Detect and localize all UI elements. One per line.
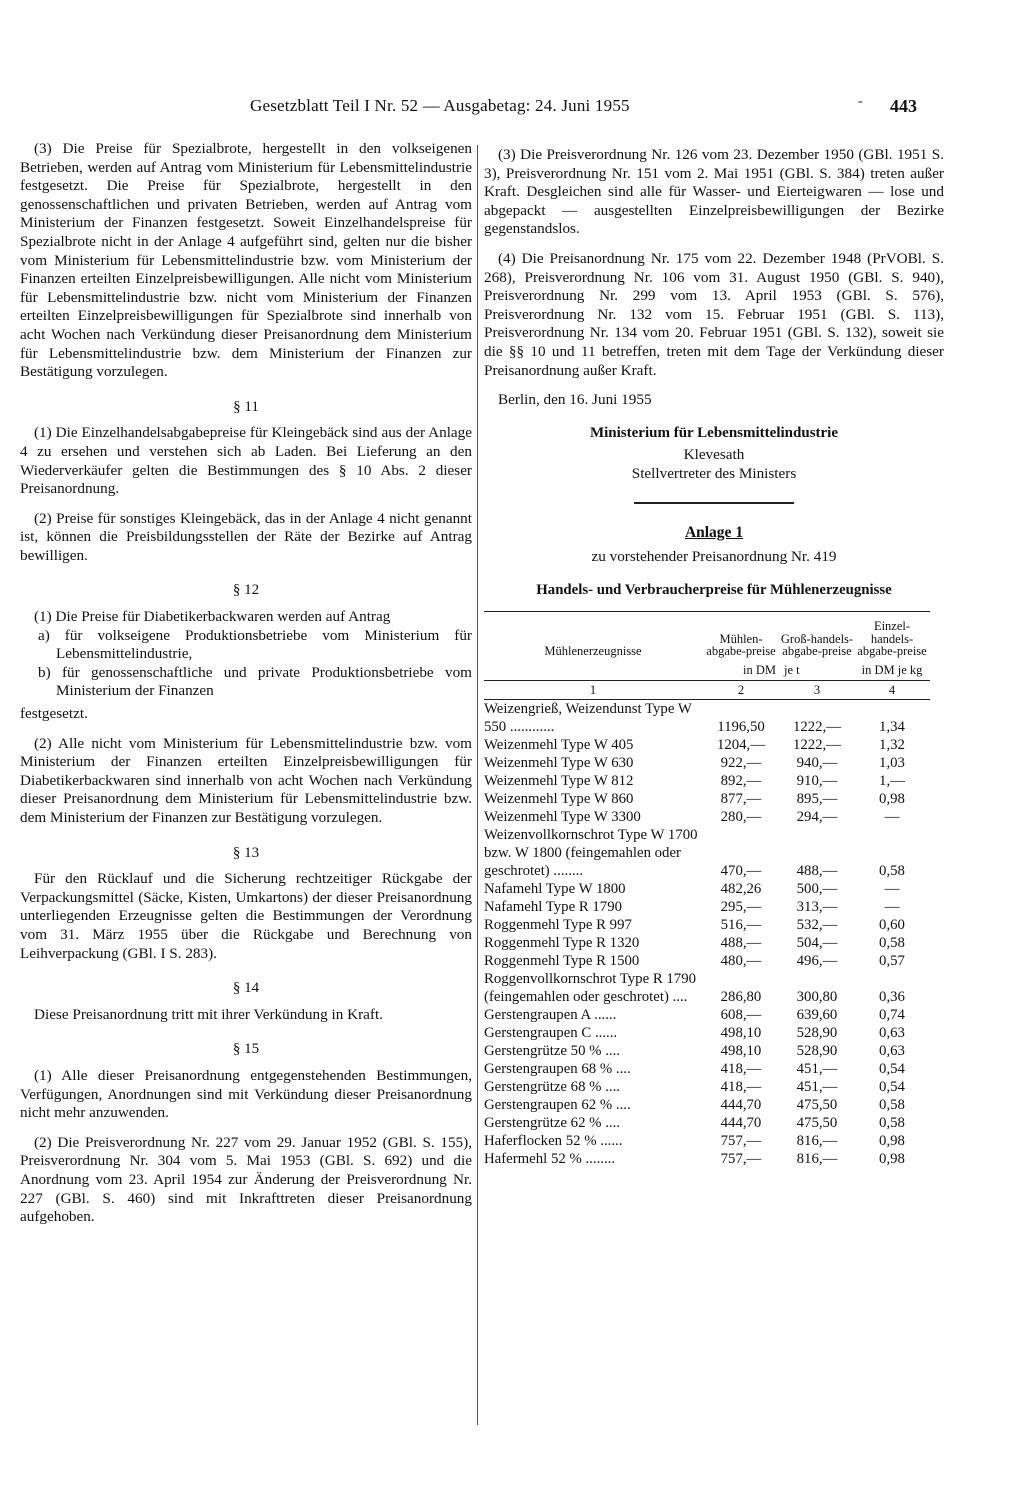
wholesale-price-cell: 528,90 xyxy=(796,1043,838,1060)
retail-price-cell: 0,60 xyxy=(879,917,905,934)
table-row xyxy=(484,934,930,952)
paragraph-13: Für den Rücklauf und die Sicherung rechtzeitiger Rückgabe der Verpackungsmittel (Säcke, Kisten, Umkartons) der dieser Preisanordnung unterliegenden Erzeugnisse gelten die Bestimmungen der Verordnung vom 31. März 1955 über die Rückgabe und Berechnung von Leihverpackung (GBl. I S. 283). xyxy=(20,870,472,962)
paragraph-10-3: (3) Die Preise für Spezialbrote, hergestellt in den volkseigenen Betrieben, werden auf Antrag vom Ministerium für Lebensmittelindustrie festgesetzt. Die Preise für Spezialbrote, hergestellt in den genossenschaftlichen und privaten Betrieben, werden auf Antrag vom Ministerium der Finanzen festgesetzt. Soweit Einzelhandelspreise für Spezialbrote nicht in der Anlage 4 aufgeführt sind, gelten nur die bisher vom Ministerium für Lebensmittelindustrie bzw. vom Ministerium der Finanzen erteilten Einzelpreisbewilligungen. Alle nicht vom Ministerium für Lebensmittelindustrie bzw. nicht vom Ministerium der Finanzen erteilten Einzelpreisbewilligungen für Spezialbrote sind innerhalb von acht Wochen nach Verkündung dieser Preisanordnung dem Ministerium für Lebensmittelindustrie bzw. dem Ministerium der Finanzen zur Bestätigung vorzulegen. xyxy=(20,140,472,381)
signer-name: Klevesath xyxy=(683,446,745,464)
column-divider xyxy=(477,145,478,1425)
signature-rule xyxy=(634,502,794,504)
table-row xyxy=(484,1114,930,1132)
paragraph-15-2: (2) Die Preisverordnung Nr. 227 vom 29. Januar 1952 (GBl. S. 155), Preisverordnung Nr. 304 vom 5. Mai 1953 (GBl. S. 692) und die Anordnung vom 23. April 1954 zur Änderung der Preisverordnung Nr. 227 (GBl. S. 460) sind mit Inkrafttreten dieser Preisanordnung aufgehoben. xyxy=(20,1133,472,1226)
header-wholesale: Groß-handels-abgabe-preise xyxy=(780,612,854,658)
list-item-12-b: b) für genossenschaftliche und private Produktionsbetriebe vom Ministerium der Finanzen xyxy=(38,663,472,700)
wholesale-price-cell: 475,50 xyxy=(796,1115,838,1132)
price-rows xyxy=(484,700,930,1169)
table-header-row xyxy=(484,612,930,658)
paragraph-14: Diese Preisanordnung tritt mit ihrer Verkündung in Kraft. xyxy=(34,1005,383,1023)
signer-role: Stellvertreter des Ministers xyxy=(631,464,797,482)
mill-price-cell: 418,— xyxy=(720,1061,762,1078)
retail-price-cell: — xyxy=(884,881,900,898)
product-name-cell: Roggenmehl Type R 1500 xyxy=(484,953,640,970)
paragraph-15-4: (4) Die Preisanordnung Nr. 175 vom 22. Dezember 1948 (PrVOBl. S. 268), Preisverordnung Nr. 106 vom 31. August 1950 (GBl. S. 940), Preisverordnung Nr. 299 vom 13. April 1953 (GBl. S. 576), Preisverordnung Nr. 132 vom 15. Februar 1951 (GBl. S. 113), Preisverordnung Nr. 134 vom 20. Februar 1951 (GBl. S. 132), soweit sie die §§ 10 und 11 betreffen, treten mit dem Tage der Verkündung dieser Preisanordnung außer Kraft. xyxy=(484,249,944,379)
wholesale-price-cell: 496,— xyxy=(796,953,838,970)
product-name-cell: Weizenmehl Type W 860 xyxy=(484,791,634,808)
place-date: Berlin, den 16. Juni 1955 xyxy=(498,391,652,409)
right-column xyxy=(484,146,944,1168)
product-name-cell: Gerstengrütze 62 % .... xyxy=(484,1115,621,1132)
retail-price-cell: 0,63 xyxy=(879,1025,905,1042)
table-row xyxy=(484,1078,930,1096)
retail-price-cell: 0,36 xyxy=(879,989,905,1006)
header-retail: Einzel-handels-abgabe-preise xyxy=(854,612,930,658)
wholesale-price-cell: 1222,— xyxy=(792,719,842,736)
section-11-heading: § 11 xyxy=(233,398,259,415)
retail-price-cell: — xyxy=(884,899,900,916)
header-dash: - xyxy=(858,94,863,109)
retail-price-cell: 0,57 xyxy=(879,953,905,970)
wholesale-price-cell: 300,80 xyxy=(796,989,838,1006)
table-row xyxy=(484,898,930,916)
retail-price-cell: 0,74 xyxy=(879,1007,905,1024)
price-table xyxy=(484,611,930,1168)
wholesale-price-cell: 910,— xyxy=(796,773,838,790)
product-name-cell: Weizenmehl Type W 630 xyxy=(484,755,634,772)
retail-price-cell: 0,58 xyxy=(879,1097,905,1114)
mill-price-cell: 757,— xyxy=(720,1151,762,1168)
wholesale-price-cell: 451,— xyxy=(796,1079,838,1096)
wholesale-price-cell: 895,— xyxy=(796,791,838,808)
paragraph-12-2: (2) Alle nicht vom Ministerium für Lebensmittelindustrie bzw. vom Ministerium der Finanzen erteilten Einzelpreisbewilligungen für Diabetikerbackwaren sind innerhalb von acht Wochen nach Verkündung dieser Preisanordnung dem Ministerium für Lebensmittelindustrie bzw. dem Ministerium der Finanzen zur Bestätigung vorzulegen. xyxy=(20,734,472,826)
table-row xyxy=(484,826,930,880)
product-name-cell: Roggenvollkornschrot Type R 1790 (feingemahlen oder geschrotet) .... xyxy=(484,971,696,1006)
table-row xyxy=(484,1024,930,1042)
section-13-heading: § 13 xyxy=(232,844,260,861)
retail-price-cell: 1,03 xyxy=(879,755,905,772)
mill-price-cell: 516,— xyxy=(720,917,762,934)
retail-price-cell: 0,98 xyxy=(879,1133,905,1150)
product-name-cell: Haferflocken 52 % ...... xyxy=(484,1133,623,1150)
paragraph-12-festgesetzt: festgesetzt. xyxy=(20,705,88,723)
page-number: 443 xyxy=(890,96,917,116)
retail-price-cell: 0,54 xyxy=(879,1079,905,1096)
table-row xyxy=(484,1060,930,1078)
product-name-cell: Gerstengraupen 68 % .... xyxy=(484,1061,631,1078)
mill-price-cell: 286,80 xyxy=(720,989,762,1006)
product-name-cell: Weizenmehl Type W 3300 xyxy=(484,809,641,826)
product-name-cell: Gerstengraupen C ...... xyxy=(484,1025,618,1042)
table-row xyxy=(484,916,930,934)
table-row xyxy=(484,1006,930,1024)
retail-price-cell: 1,— xyxy=(879,773,905,790)
mill-price-cell: 480,— xyxy=(720,953,762,970)
table-row xyxy=(484,880,930,898)
table-row xyxy=(484,700,930,737)
paragraph-15-1: (1) Alle dieser Preisanordnung entgegenstehenden Bestimmungen, Verfügungen, Anordnungen sind mit Verkündung dieser Preisanordnung nicht mehr anzuwenden. xyxy=(20,1066,472,1122)
header-mill: Mühlen-abgabe-preise xyxy=(702,612,780,658)
retail-price-cell: 0,98 xyxy=(879,791,905,808)
section-14-heading: § 14 xyxy=(232,980,260,997)
table-row xyxy=(484,790,930,808)
product-name-cell: Gerstengraupen A ...... xyxy=(484,1007,617,1024)
paragraph-12-1: (1) Die Preise für Diabetikerbackwaren werden auf Antrag xyxy=(34,608,391,626)
table-row xyxy=(484,970,930,1006)
mill-price-cell: 418,— xyxy=(720,1079,762,1096)
wholesale-price-cell: 940,— xyxy=(796,755,838,772)
mill-price-cell: 498,10 xyxy=(720,1043,762,1060)
wholesale-price-cell: 451,— xyxy=(796,1061,838,1078)
column-number: 3 xyxy=(780,681,854,700)
column-number: 1 xyxy=(484,681,702,700)
table-row xyxy=(484,1150,930,1168)
mill-price-cell: 608,— xyxy=(720,1007,762,1024)
wholesale-price-cell: 816,— xyxy=(796,1133,838,1150)
product-name-cell: Gerstengraupen 62 % .... xyxy=(484,1097,631,1114)
ministry-name: Ministerium für Lebensmittelindustrie xyxy=(589,424,839,441)
table-row xyxy=(484,772,930,790)
product-name-cell: Gerstengrütze 68 % .... xyxy=(484,1079,621,1096)
product-name-cell: Roggenmehl Type R 1320 xyxy=(484,935,640,952)
mill-price-cell: 1204,— xyxy=(716,737,766,754)
paragraph-11-2: (2) Preise für sonstiges Kleingebäck, das in der Anlage 4 nicht genannt ist, können die Preisbildungsstellen der Räte der Bezirke auf Antrag bewilligen. xyxy=(20,509,472,564)
unit-per-ton: je t xyxy=(784,662,800,677)
annex-subtitle: zu vorstehender Preisanordnung Nr. 419 xyxy=(591,548,837,566)
mill-price-cell: 877,— xyxy=(720,791,762,808)
wholesale-price-cell: 816,— xyxy=(796,1151,838,1168)
retail-price-cell: 0,98 xyxy=(879,1151,905,1168)
wholesale-price-cell: 313,— xyxy=(796,899,838,916)
retail-price-cell: 0,58 xyxy=(879,1115,905,1132)
mill-price-cell: 444,70 xyxy=(720,1097,762,1114)
mill-price-cell: 444,70 xyxy=(720,1115,762,1132)
mill-price-cell: 280,— xyxy=(720,809,762,826)
table-title: Handels- und Verbraucherpreise für Mühlenerzeugnisse xyxy=(536,581,892,598)
page-header xyxy=(0,96,1024,126)
mill-price-cell: 1196,50 xyxy=(717,719,765,736)
header-product: Mühlenerzeugnisse xyxy=(484,612,702,681)
mill-price-cell: 922,— xyxy=(720,755,762,772)
table-row xyxy=(484,1132,930,1150)
product-name-cell: Weizengrieß, Weizendunst Type W 550 ............ xyxy=(484,701,692,736)
column-number: 2 xyxy=(702,681,780,700)
product-name-cell: Gerstengrütze 50 % .... xyxy=(484,1043,621,1060)
left-column xyxy=(20,140,472,1227)
retail-price-cell: 0,58 xyxy=(879,863,905,880)
table-row xyxy=(484,1042,930,1060)
header-title: Gesetzblatt Teil I Nr. 52 — Ausgabetag: 24. Juni 1955 xyxy=(250,96,630,115)
table-row xyxy=(484,754,930,772)
paragraph-15-3: (3) Die Preisverordnung Nr. 126 vom 23. Dezember 1950 (GBl. 1951 S. 3), Preisverordnung Nr. 151 vom 2. Mai 1951 (GBl. S. 384) treten außer Kraft. Desgleichen sind alle für Wasser- und Eierteigwaren — lose und abgepackt — ausgestellten Einzelpreisbewilligungen der Bezirke gegenstandslos. xyxy=(484,146,944,238)
wholesale-price-cell: 294,— xyxy=(796,809,838,826)
wholesale-price-cell: 639,60 xyxy=(796,1007,838,1024)
unit-dm: in DM xyxy=(743,662,776,677)
mill-price-cell: 295,— xyxy=(720,899,762,916)
product-name-cell: Nafamehl Type R 1790 xyxy=(484,899,622,916)
unit-dm-per-kg: in DM je kg xyxy=(861,662,923,677)
mill-price-cell: 470,— xyxy=(720,863,762,880)
product-name-cell: Weizenmehl Type W 812 xyxy=(484,773,634,790)
wholesale-price-cell: 532,— xyxy=(796,917,838,934)
product-name-cell: Nafamehl Type W 1800 xyxy=(484,881,626,898)
retail-price-cell: 1,32 xyxy=(879,737,905,754)
column-number-row xyxy=(484,681,930,700)
retail-price-cell: 1,34 xyxy=(879,719,905,736)
column-number: 4 xyxy=(854,681,930,700)
mill-price-cell: 892,— xyxy=(720,773,762,790)
mill-price-cell: 498,10 xyxy=(720,1025,762,1042)
wholesale-price-cell: 528,90 xyxy=(796,1025,838,1042)
retail-price-cell: — xyxy=(884,809,900,826)
list-item-12-a: a) für volkseigene Produktionsbetriebe vom Ministerium für Lebensmittelindustrie, xyxy=(38,626,472,663)
wholesale-price-cell: 504,— xyxy=(796,935,838,952)
product-name-cell: Roggenmehl Type R 997 xyxy=(484,917,632,934)
wholesale-price-cell: 488,— xyxy=(796,863,838,880)
section-15-heading: § 15 xyxy=(232,1041,260,1058)
retail-price-cell: 0,63 xyxy=(879,1043,905,1060)
paragraph-11-1: (1) Die Einzelhandelsabgabepreise für Kleingebäck sind aus der Anlage 4 zu ersehen und verstehen sich ab Laden. Bei Lieferung an den Wiederverkäufer gelten die Bestimmungen des § 10 Abs. 2 dieser Preisanordnung. xyxy=(20,424,472,498)
table-row xyxy=(484,736,930,754)
mill-price-cell: 757,— xyxy=(720,1133,762,1150)
mill-price-cell: 488,— xyxy=(720,935,762,952)
table-row xyxy=(484,808,930,826)
wholesale-price-cell: 1222,— xyxy=(792,737,842,754)
table-row xyxy=(484,952,930,970)
retail-price-cell: 0,58 xyxy=(879,935,905,952)
product-name-cell: Weizenmehl Type W 405 xyxy=(484,737,634,754)
mill-price-cell: 482,26 xyxy=(720,881,762,898)
annex-title: Anlage 1 xyxy=(684,523,744,541)
wholesale-price-cell: 500,— xyxy=(796,881,838,898)
table-row xyxy=(484,1096,930,1114)
wholesale-price-cell: 475,50 xyxy=(796,1097,838,1114)
retail-price-cell: 0,54 xyxy=(879,1061,905,1078)
product-name-cell: Weizenvollkornschrot Type W 1700 bzw. W 1800 (feingemahlen oder geschrotet) ........ xyxy=(484,827,698,880)
section-12-heading: § 12 xyxy=(232,582,260,599)
product-name-cell: Hafermehl 52 % ........ xyxy=(484,1151,616,1168)
